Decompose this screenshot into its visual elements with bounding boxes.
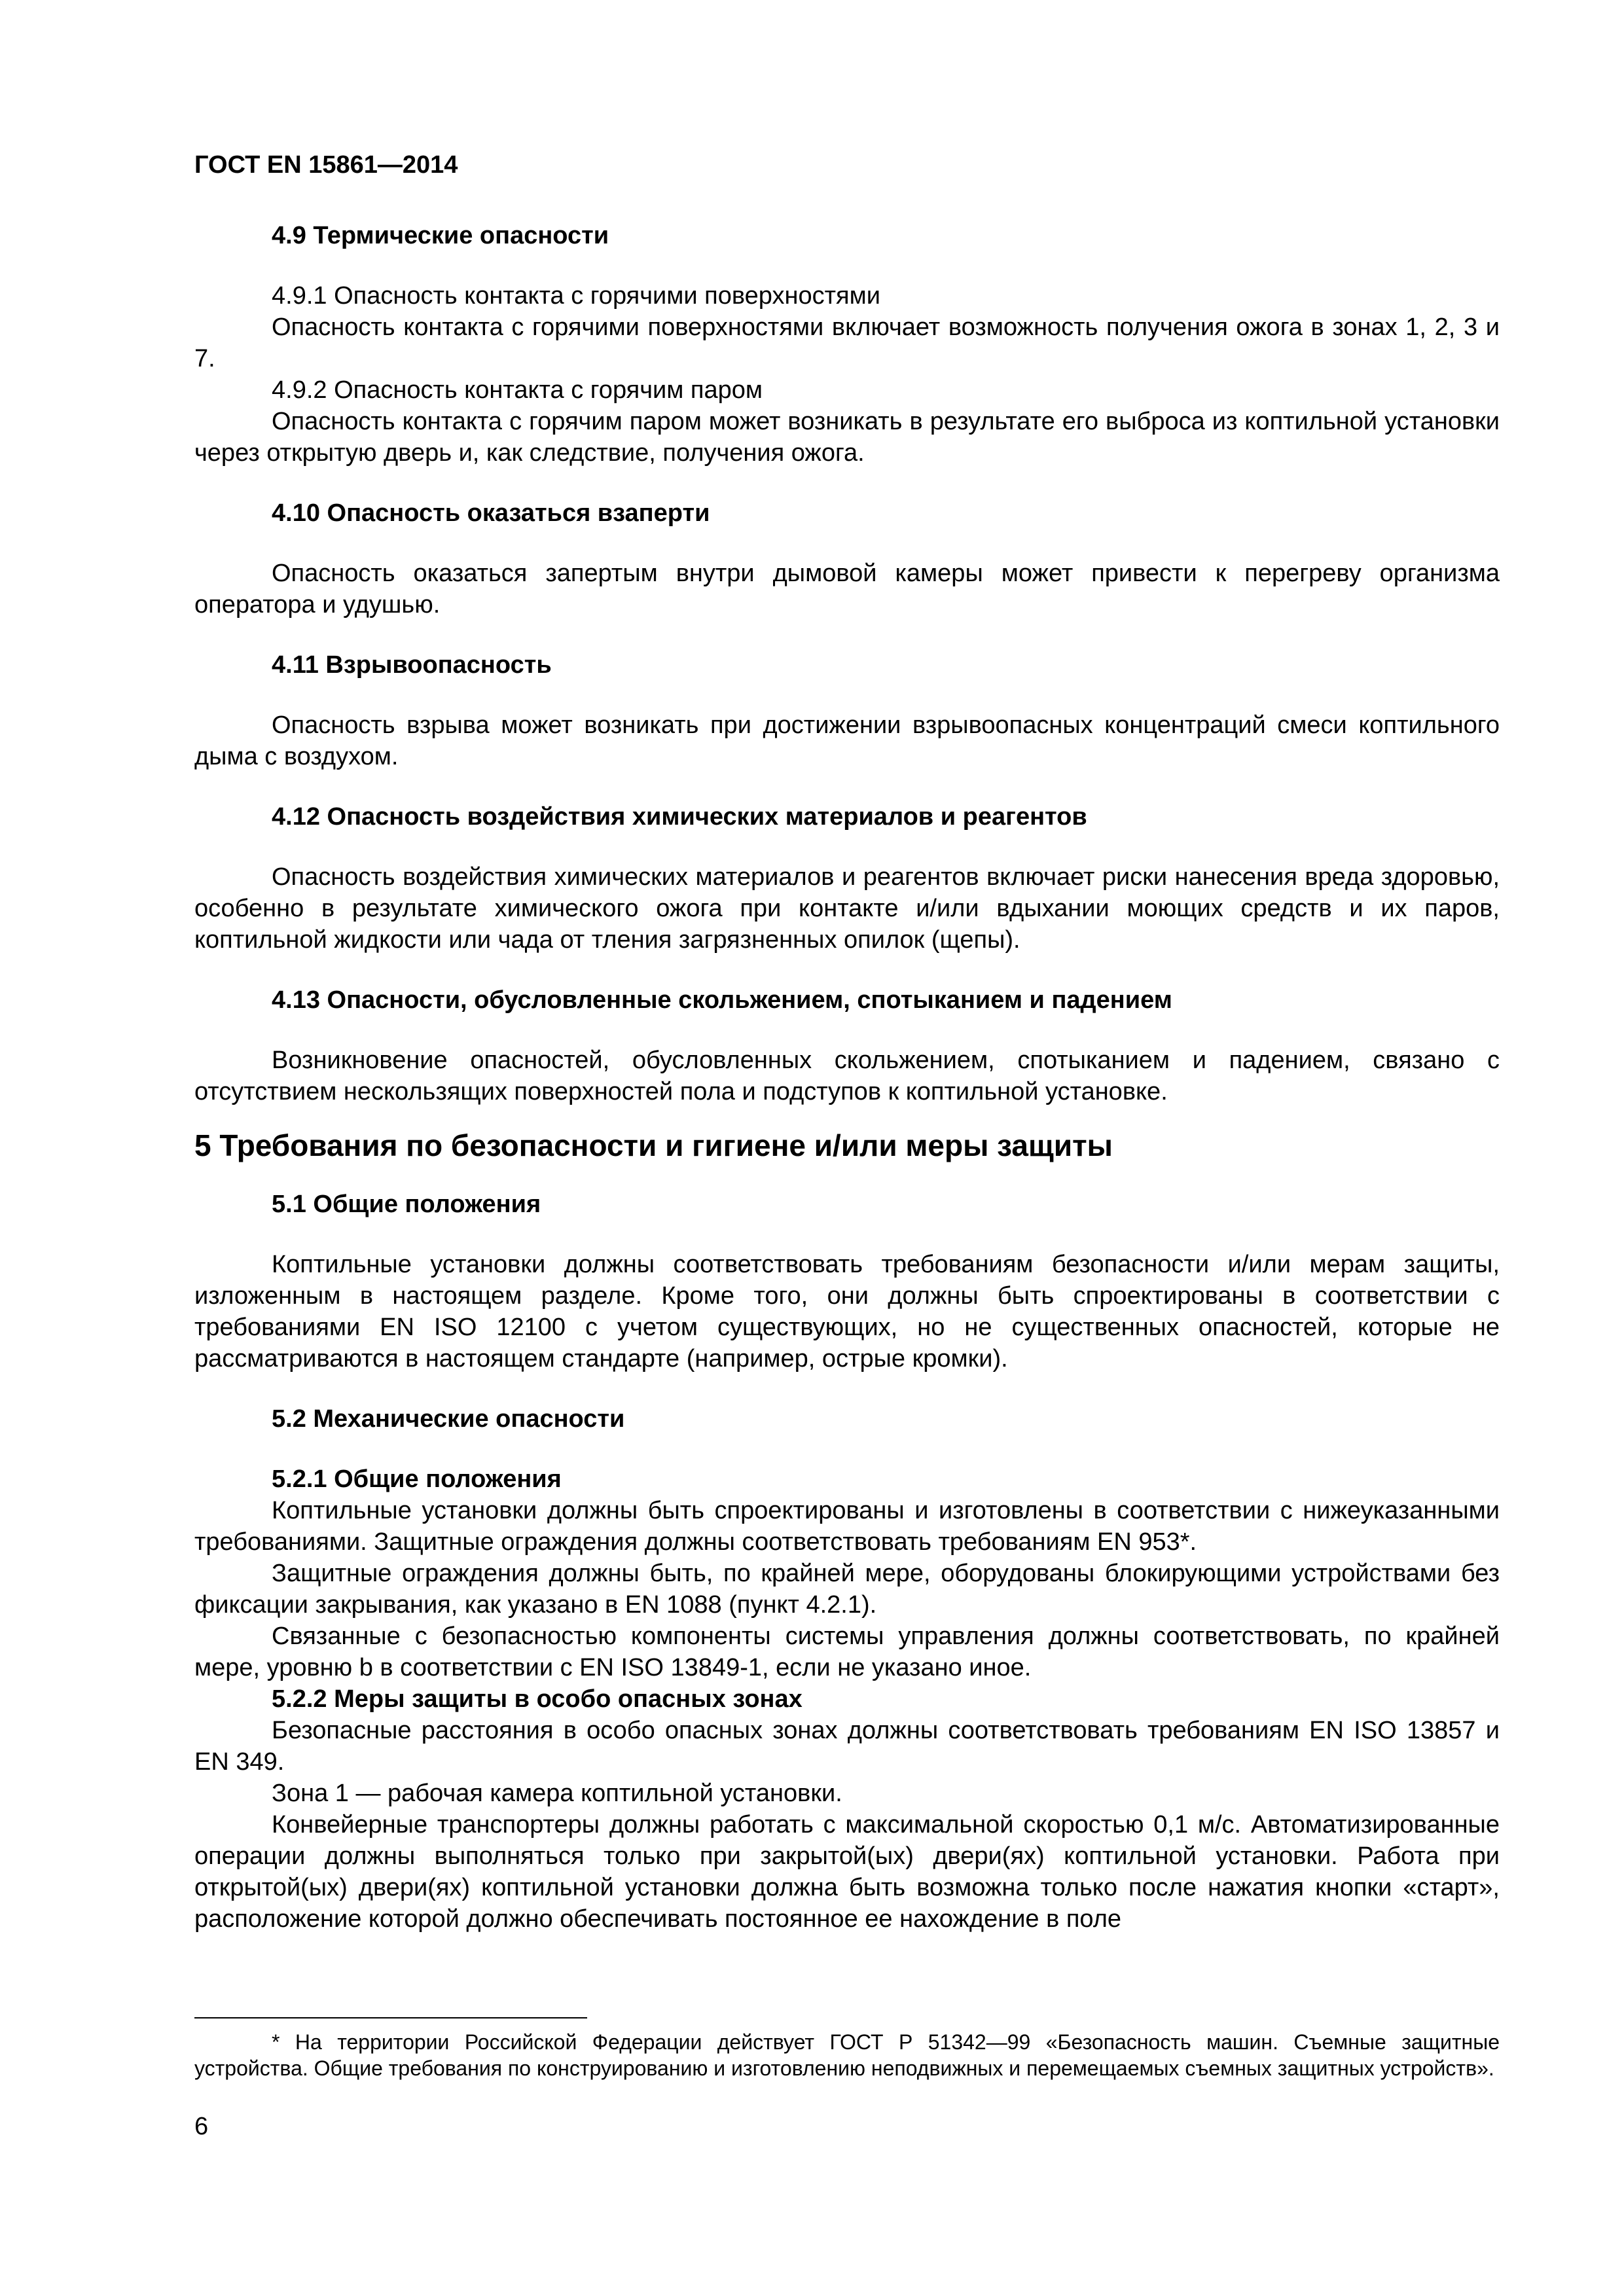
heading-5-1: 5.1 Общие положения <box>272 1191 541 1218</box>
heading-5: 5 Требования по безопасности и гигиене и/или меры защиты <box>194 1128 1113 1162</box>
paragraph-4-11: Опасность взрыва может возникать при достижении взрывоопасных концентраций смеси коптильного дыма с воздухом. <box>194 711 1500 770</box>
heading-5-2: 5.2 Механические опасности <box>272 1405 625 1433</box>
heading-5-2-1: 5.2.1 Общие положения <box>272 1465 562 1493</box>
section-5-2-1 <box>194 1463 1500 1683</box>
paragraph-4-13: Возникновение опасностей, обусловленных скольжением, спотыканием и падением, связано с отсутствием нескользящих поверхностей пола и подступов к коптильной установке. <box>194 1047 1500 1105</box>
heading-4-9: 4.9 Термические опасности <box>272 222 609 249</box>
paragraph-4-9-1: Опасность контакта с горячими поверхностями включает возможность получения ожога в зонах 1, 2, 3 и 7. <box>194 314 1500 372</box>
paragraph-5-2-2-b: Зона 1 — рабочая камера коптильной установки. <box>272 1780 842 1807</box>
paragraph-4-9-2: Опасность контакта с горячим паром может возникать в результате его выброса из коптильной установки через открытую дверь и, как следствие, получения ожога. <box>194 408 1500 467</box>
page-content <box>194 149 1500 1935</box>
paragraph-5-2-1-c: Связанные с безопасностью компоненты системы управления должны соответствовать, по крайней мере, уровню b в соответствии с EN ISO 13849-1, если не указано иное. <box>194 1623 1500 1681</box>
paragraph-4-10: Опасность оказаться запертым внутри дымовой камеры может привести к перегреву организма оператора и удушью. <box>194 560 1500 619</box>
heading-4-13: 4.13 Опасности, обусловленные скольжением, спотыканием и падением <box>272 986 1172 1014</box>
footnote <box>194 2029 1500 2081</box>
heading-4-11: 4.11 Взрывоопасность <box>272 651 552 679</box>
page-number: 6 <box>194 2113 209 2140</box>
section-4-11 <box>194 649 1500 772</box>
paragraph-5-2-1-b: Защитные ограждения должны быть, по крайней мере, оборудованы блокирующими устройствами без фиксации закрывания, как указано в EN 1088 (пункт 4.2.1). <box>194 1560 1500 1619</box>
heading-4-12: 4.12 Опасность воздействия химических материалов и реагентов <box>272 803 1087 831</box>
heading-5-2-2: 5.2.2 Меры защиты в особо опасных зонах <box>272 1685 803 1713</box>
footnote-text: * На территории Российской Федерации действует ГОСТ Р 51342—99 «Безопасность машин. Съемные защитные устройства. Общие требования по конструированию и изготовлению неподвижных и перемещаемых съемных защитных устройств». <box>194 2030 1500 2080</box>
paragraph-5-2-1-a: Коптильные установки должны быть спроектированы и изготовлены в соответствии с нижеуказанными требованиями. Защитные ограждения должны соответствовать требованиям EN 953*. <box>194 1497 1500 1556</box>
section-5-1 <box>194 1189 1500 1374</box>
footnote-divider <box>194 2017 587 2018</box>
section-4-10 <box>194 497 1500 620</box>
section-4-13 <box>194 984 1500 1107</box>
subheading-4-9-1: 4.9.1 Опасность контакта с горячими поверхностями <box>272 282 880 310</box>
subheading-4-9-2: 4.9.2 Опасность контакта с горячим паром <box>272 376 763 404</box>
paragraph-5-1: Коптильные установки должны соответствовать требованиям безопасности и/или мерам защиты, изложенным в настоящем разделе. Кроме того, они должны быть спроектированы в соответствии с требованиями EN ISO 12100 с учетом существующих, но не существенных опасностей, которые не рассматриваются в настоящем стандарте (например, острые кромки). <box>194 1251 1500 1372</box>
section-4-9 <box>194 220 1500 469</box>
paragraph-5-2-2-a: Безопасные расстояния в особо опасных зонах должны соответствовать требованиям EN ISO 13857 и EN 349. <box>194 1717 1500 1776</box>
section-5-2-2 <box>194 1683 1500 1935</box>
heading-4-10: 4.10 Опасность оказаться взаперти <box>272 499 710 527</box>
paragraph-5-2-2-c: Конвейерные транспортеры должны работать с максимальной скоростью 0,1 м/с. Автоматизированные операции должны выполняться только при закрытой(ых) двери(ях) коптильной установки. Работа при открытой(ых) двери(ях) коптильной установки должна быть возможна только после нажатия кнопки «старт», расположение которой должно обеспечивать постоянное ее нахождение в поле <box>194 1811 1500 1933</box>
document-code: ГОСТ EN 15861—2014 <box>194 151 458 179</box>
paragraph-4-12: Опасность воздействия химических материалов и реагентов включает риски нанесения вреда здоровью, особенно в результате химического ожога при контакте и/или вдыхании моющих средств и их паров, коптильной жидкости или чада от тления загрязненных опилок (щепы). <box>194 863 1500 954</box>
section-4-12 <box>194 801 1500 956</box>
